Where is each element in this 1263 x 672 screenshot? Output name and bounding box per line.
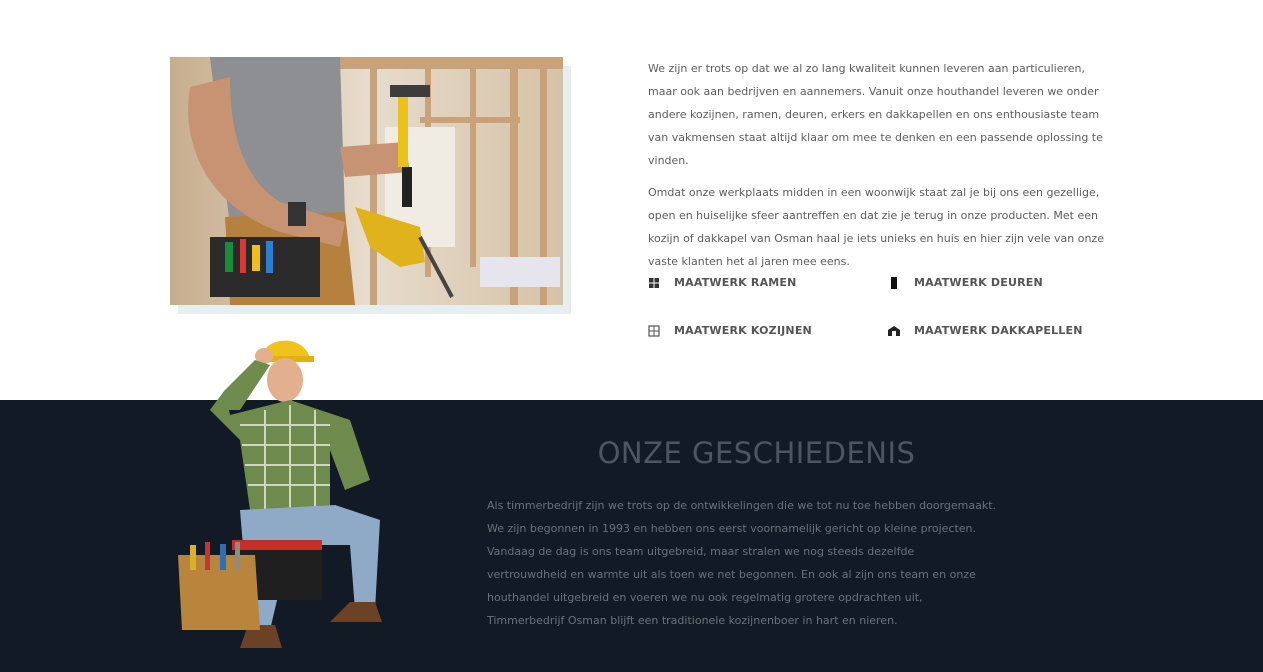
service-deuren-label: MAATWERK DEUREN [914,276,1043,289]
history-text: Als timmerbedrijf zijn we trots op de ontwikkelingen die we tot nu toe hebben doorgemaakt. We zijn begonnen in 1993 en hebben ons eerst voornamelijk gericht op kleine projecten. Vandaag de dag is ons team uitgebreid, maar stralen we nog steeds dezelfde vertrouwdheid en warmte uit als toen we net begonnen. En ook al zijn ons team en onze houthandel uitgebreid en voeren we nu ook regelmatig grotere opdrachten uit, Timmerbedrijf Osman blijft een traditionele kozijnenboer in hart en nieren. [487,499,997,627]
service-ramen-link[interactable] [648,276,797,289]
window-grid-icon [648,277,660,289]
service-dakkapellen-link[interactable] [888,324,1083,337]
door-icon [888,277,900,289]
about-text [648,57,1108,282]
service-deuren-link[interactable] [888,276,1043,289]
carpenter-tools-photo [170,57,563,305]
house-icon [888,325,900,337]
about-paragraph-2: Omdat onze werkplaats midden in een woonwijk staat zal je bij ons een gezellige, open en huiselijke sfeer aantreffen en dat zie je terug in onze producten. Met een kozijn of dakkapel van Osman haal je iets unieks en huis en hier zijn vele van onze vaste klanten het al jaren mee eens. [648,186,1104,268]
service-ramen-label: MAATWERK RAMEN [674,276,797,289]
service-dakkapellen-label: MAATWERK DAKKAPELLEN [914,324,1083,337]
frame-icon [648,325,660,337]
history-title: ONZE GESCHIEDENIS [597,436,916,470]
service-kozijnen-link[interactable] [648,324,812,337]
service-kozijnen-label: MAATWERK KOZIJNEN [674,324,812,337]
about-paragraph-1: We zijn er trots op dat we al zo lang kwaliteit kunnen leveren aan particulieren, maar ook aan bedrijven en aannemers. Vanuit onze houthandel leveren we onder andere kozijnen, ramen, deuren, erkers en dakkapellen en ons enthousiaste team van vakmensen staat altijd klaar om mee te denken en een passende oplossing te vinden. [648,62,1103,167]
worker-illustration [170,330,385,660]
